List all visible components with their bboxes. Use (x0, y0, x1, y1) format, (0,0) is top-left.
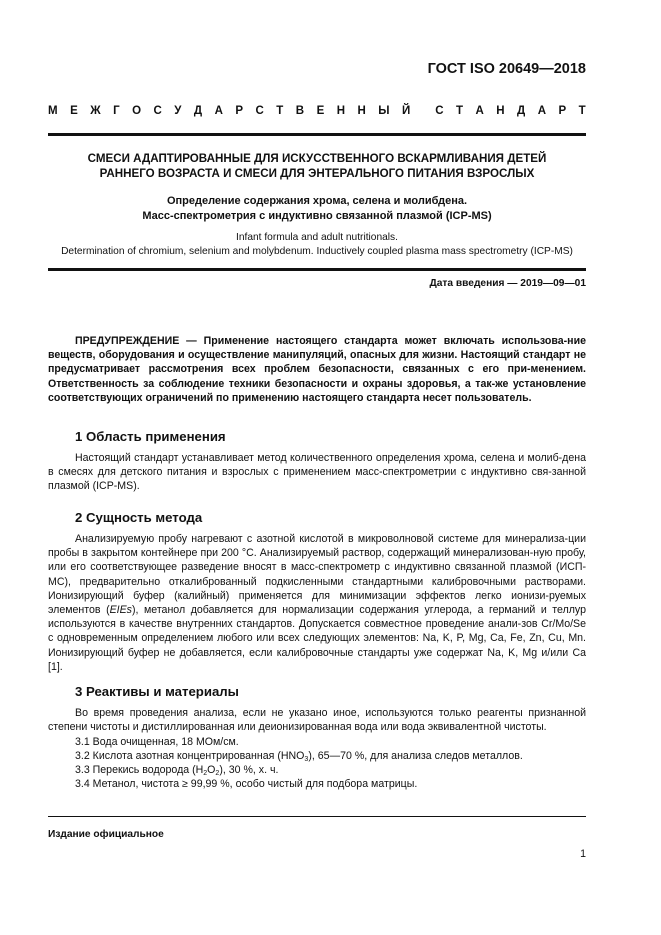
interstate-letter: Д (517, 105, 526, 117)
document-title (48, 151, 586, 181)
english-title (48, 231, 586, 259)
item-2-text-b: ), 65—70 %, для анализа следов металлов. (308, 750, 523, 762)
section-3-heading: 3 Реактивы и материалы (75, 684, 239, 699)
interstate-standard-label (48, 105, 586, 117)
interstate-letter: Ы (378, 105, 390, 117)
subtitle-line-1: Определение содержания хрома, селена и молибдена. (166, 195, 468, 207)
item-2-subscript: 3 (304, 756, 309, 763)
interstate-letter: Р (235, 105, 244, 117)
section-2-text-part-b: ), метанол добавляется для нормализации содержания углерода, а германий и теллур используются в качестве внутренних стандартов. Допускается совместное проведение анали-зов Cr/Mo/Se с одновременным определением любого или всех следующих элементов: Na, K, P, Mg, Ca, Fe, Zn, Cu, Mn. Ионизирующий буфер не добавляется, если калибровочные стандарты уже содержат Na, K, Mg и/или Ca [1]. (48, 604, 587, 673)
interstate-letter: В (295, 105, 305, 117)
section-3-item-1: 3.1 Вода очищенная, 18 МОм/см. (75, 736, 239, 748)
official-edition-label: Издание официальное (48, 829, 164, 840)
english-title-line-2: Determination of chromium, selenium and molybdenum. Inductively coupled plasma mass spectrometry (ICP-MS) (61, 246, 573, 257)
warning-paragraph: ПРЕДУПРЕЖДЕНИЕ — Применение настоящего стандарта может включать использова-ние веществ, оборудования и осуществление манипуляций, опасных для жизни. Настоящий стандарт не предусматривает рассмотрения всех проблем безопасности, связанных с его при-менением. Ответственность за соблюдение техники безопасности и охраны здоровья, а так-же установление соответствующих ограничений по применению настоящего стандарта несет пользователь. (48, 335, 586, 404)
interstate-letter: Н (357, 105, 366, 117)
interstate-letter: Т (455, 105, 464, 117)
section-1-heading: 1 Область применения (75, 429, 226, 444)
item-2-text-a: 3.2 Кислота азотная концентрированная (HNO (75, 750, 305, 762)
item-3-text-b: ), 30 %, х. ч. (219, 764, 279, 776)
interstate-letter: А (214, 105, 223, 117)
english-title-line-1: Infant formula and adult nutritionals. (236, 232, 398, 243)
interstate-letter: С (255, 105, 264, 117)
item-3-subscript-2: 2 (215, 770, 220, 777)
interstate-letter: С (435, 105, 444, 117)
section-2-text-part-a: Анализируемую пробу нагревают с азотной кислотой в микроволновой системе для минерализа-ции пробы в закрытом контейнере при 200 °С. Анализируемый раствор, содержащий минерализован-ную пробу, или его соответствующее разведение вносят в масс-спектрометр с индуктивно связанной плазмой (ИСП-МС), предварительно откалиброванный подкисленными стандартными калибровочными растворами. Ионизирующий буфер (калийный) применяется для минимизации эффектов легко ионизи-руемых элементов ( (48, 533, 586, 617)
section-1-text: Настоящий стандарт устанавливает метод количественного определения хрома, селена и молиб-дена в смесях для детского питания и взрослых с применением масс-спектрометрии с индуктивно свя-занной плазмой (ICP-MS). (48, 452, 586, 493)
interstate-letter: Г (113, 105, 120, 117)
interstate-letter: Ж (90, 105, 101, 117)
interstate-letter: М (48, 105, 58, 117)
subtitle-line-2: Масс-спектрометрия с индуктивно связанной плазмой (ICP-MS) (142, 210, 492, 222)
interstate-letter: О (132, 105, 142, 117)
item-3-text-a: 3.3 Перекись водорода (H (75, 764, 204, 776)
interstate-letter: Т (578, 105, 586, 117)
introduction-date: Дата введения — 2019—09—01 (429, 278, 586, 289)
header-rule (48, 133, 586, 136)
interstate-letter: Р (558, 105, 567, 117)
title-line-2: РАННЕГО ВОЗРАСТА И СМЕСИ ДЛЯ ЭНТЕРАЛЬНОГО ПИТАНИЯ ВЗРОСЛЫХ (99, 167, 535, 180)
title-line-1: СМЕСИ АДАПТИРОВАННЫЕ ДЛЯ ИСКУССТВЕННОГО ВСКАРМЛИВАНИЯ ДЕТЕЙ (87, 152, 547, 165)
interstate-letter: Н (496, 105, 505, 117)
page-number: 1 (580, 848, 586, 860)
section-3-item-2 (75, 749, 523, 763)
interstate-letter: С (153, 105, 162, 117)
interstate-letter: Д (193, 105, 203, 117)
item-3-subscript-1: 2 (203, 770, 208, 777)
interstate-letter: Е (316, 105, 325, 117)
standard-designation: ГОСТ ISO 20649—2018 (427, 61, 586, 77)
interstate-letter: Е (70, 105, 78, 117)
section-2-text (48, 532, 586, 674)
item-3-text-mid: O (207, 764, 216, 776)
interstate-letter: Н (336, 105, 346, 117)
interstate-letter: Т (276, 105, 284, 117)
section-3-item-3 (75, 763, 278, 777)
section-3-text: Во время проведения анализа, если не указано иное, используются только реагенты признанной степени чистоты и дистиллированная или деионизированная вода или вода эквивалентной чистоты. (48, 707, 586, 734)
section-2-text-italic: EIEs (109, 604, 132, 617)
section-3-item-4: 3.4 Метанол, чистота ≥ 99,99 %, особо чистый для подбора матрицы. (75, 778, 418, 790)
footer-rule (48, 816, 586, 817)
section-2-heading: 2 Сущность метода (75, 510, 203, 525)
interstate-letter: У (174, 105, 182, 117)
title-rule (48, 268, 586, 271)
interstate-letter: А (537, 105, 547, 117)
document-subtitle (48, 194, 586, 224)
interstate-letter: Й (402, 105, 411, 117)
interstate-letter: А (475, 105, 484, 117)
